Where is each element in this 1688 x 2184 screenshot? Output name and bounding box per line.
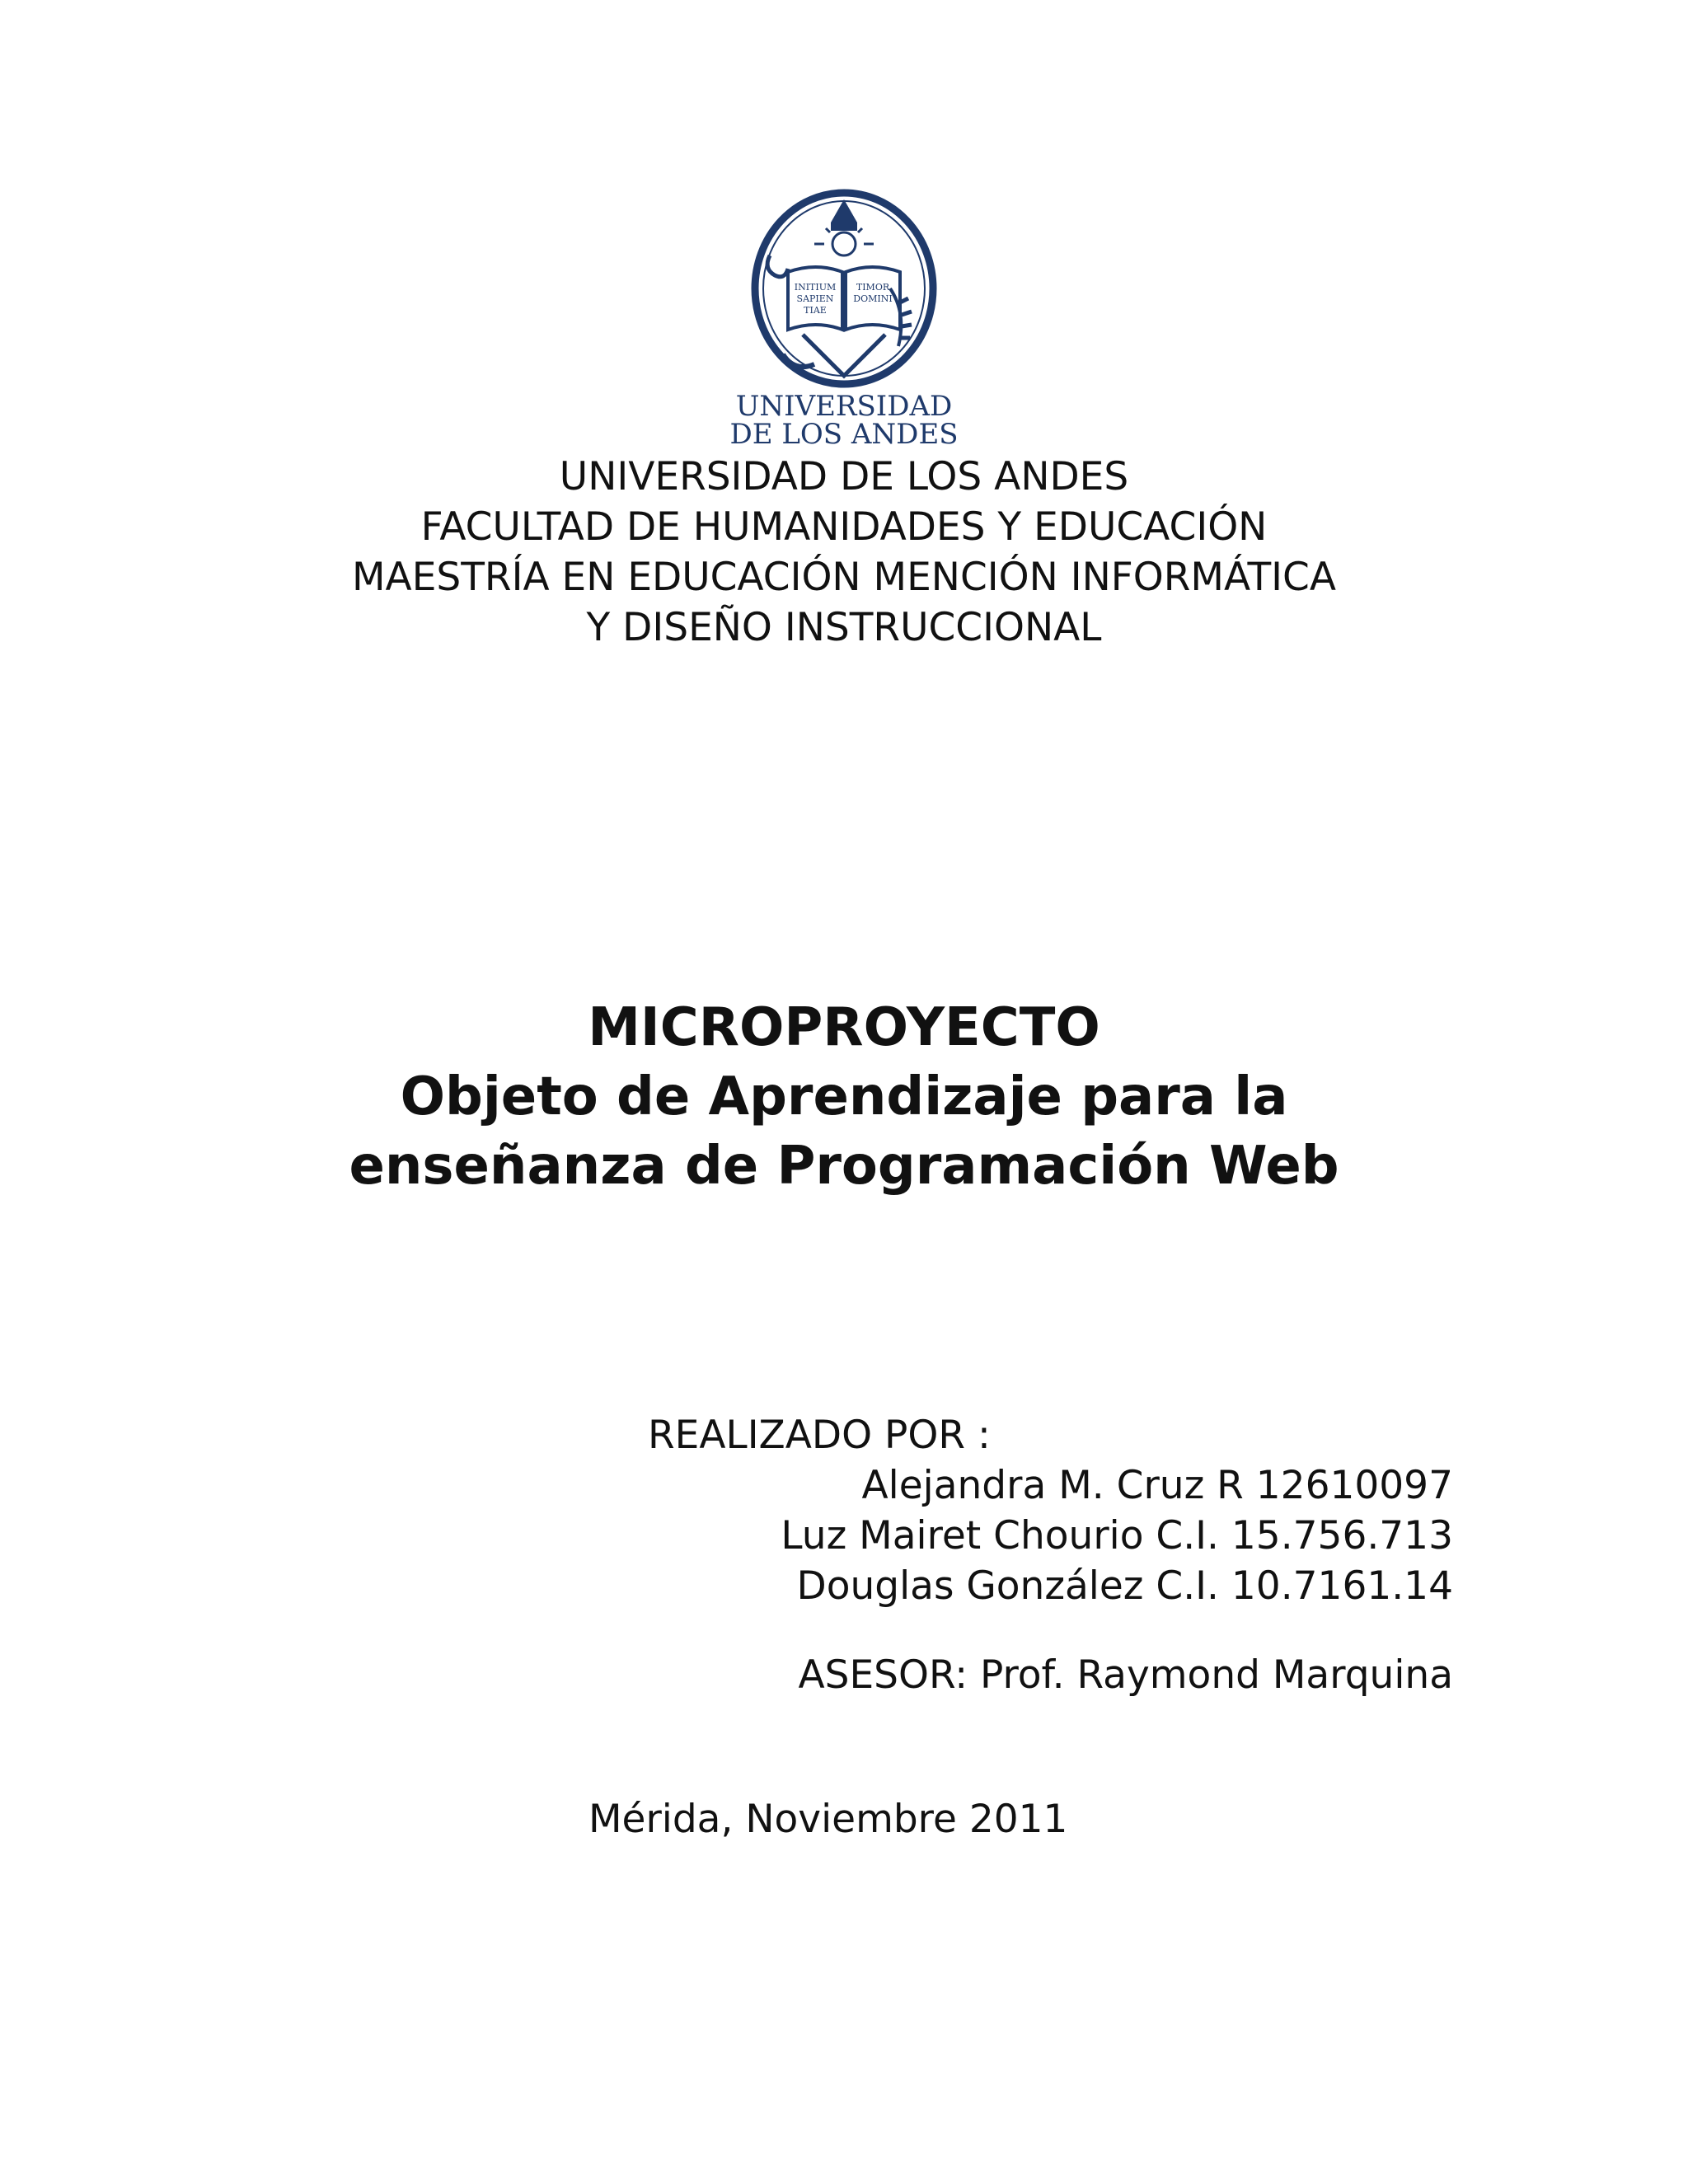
- title-line-2: Objeto de Aprendizaje para la: [400, 1066, 1288, 1127]
- university-logo: [0, 190, 1688, 453]
- institution-header: [0, 452, 1688, 653]
- document-title: [0, 993, 1688, 1201]
- place-date: Mérida, Noviembre 2011: [588, 1797, 1068, 1842]
- header-university: UNIVERSIDAD DE LOS ANDES: [559, 454, 1129, 499]
- university-seal-icon: [729, 190, 959, 451]
- wordmark-line-2: DE LOS ANDES: [729, 418, 959, 451]
- advisor: ASESOR: Prof. Raymond Marquina: [798, 1652, 1453, 1698]
- authors-list: [781, 1460, 1453, 1611]
- header-faculty: FACULTAD DE HUMANIDADES Y EDUCACIÓN: [420, 504, 1268, 550]
- header-program-cont: Y DISEÑO INSTRUCCIONAL: [586, 605, 1102, 650]
- title-line-1: MICROPROYECTO: [588, 997, 1100, 1058]
- header-program: MAESTRÍA EN EDUCACIÓN MENCIÓN INFORMÁTICA: [351, 555, 1337, 600]
- wordmark-line-1: UNIVERSIDAD: [735, 390, 953, 423]
- author-1: Alejandra M. Cruz R 12610097: [861, 1463, 1453, 1508]
- svg-text:DOMINI: DOMINI: [853, 293, 893, 304]
- svg-text:SAPIEN: SAPIEN: [796, 293, 834, 304]
- svg-text:TIAE: TIAE: [804, 305, 827, 316]
- emblem-text-left: INITIUM: [794, 282, 837, 293]
- title-line-3: enseñanza de Programación Web: [349, 1136, 1339, 1197]
- emblem-text-right: TIMOR: [856, 282, 890, 293]
- author-2: Luz Mairet Chourio C.I. 15.756.713: [781, 1513, 1453, 1558]
- author-3: Douglas González C.I. 10.7161.14: [796, 1563, 1453, 1609]
- authors-label: REALIZADO POR :: [648, 1413, 991, 1458]
